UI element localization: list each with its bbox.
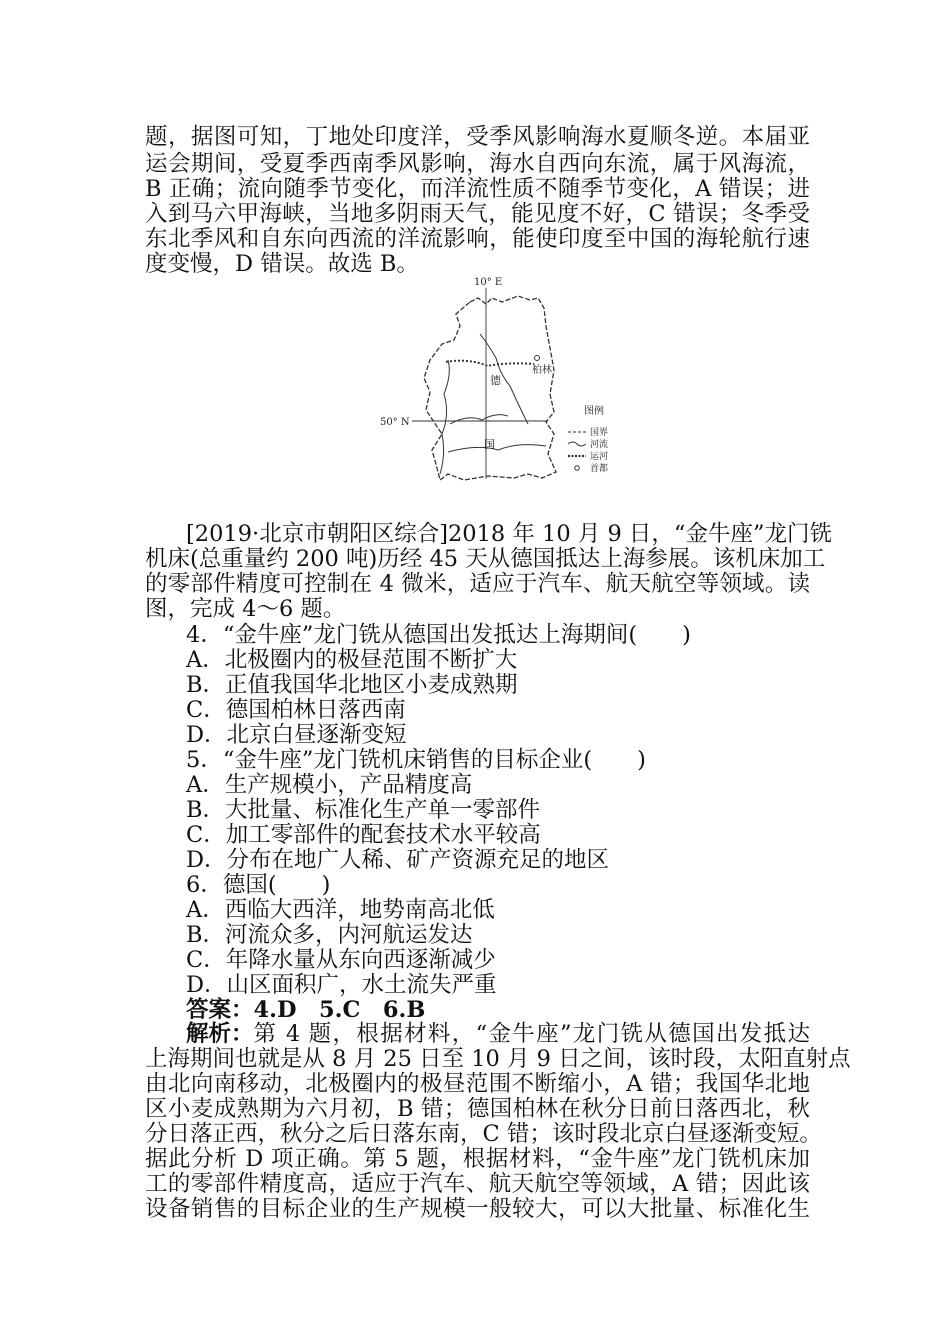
paragraph-line: B 正确；流向随季节变化，而洋流性质不随季节变化，A 错误；进 bbox=[145, 176, 810, 202]
question-option: D．北京白昼逐渐变短 bbox=[186, 722, 407, 748]
question-stem: 5．“金牛座”龙门铣机床销售的目标企业( ) bbox=[186, 747, 646, 773]
river-elbe bbox=[480, 334, 528, 424]
legend-title: 图例 bbox=[584, 406, 604, 417]
analysis-line: 工的零部件精度高，适应于汽车、航天航空等领域，A 错；因此该 bbox=[145, 1171, 810, 1197]
question-option: C．德国柏林日落西南 bbox=[186, 697, 406, 723]
paragraph-line: 度变慢，D 错误。故选 B。 bbox=[145, 251, 419, 277]
intro-line: 图，完成 4～6 题。 bbox=[145, 596, 346, 622]
paragraph-line: 入到马六甲海峡，当地多阴雨天气，能见度不好，C 错误；冬季受 bbox=[145, 201, 810, 227]
answer-line: 答案：4.D 5.C 6.B bbox=[186, 997, 426, 1023]
analysis-line: 分日落正西，秋分之后日落东南，C 错；该时段北京白昼逐渐变短。 bbox=[145, 1121, 822, 1147]
river-danube bbox=[448, 445, 546, 452]
canal-line bbox=[446, 361, 534, 366]
legend-label: 国界 bbox=[590, 428, 609, 438]
intro-line: [2019·北京市朝阳区综合]2018 年 10 月 9 日，“金牛座”龙门铣 bbox=[186, 521, 832, 547]
capital-label: 柏林 bbox=[532, 365, 552, 376]
latitude-label: 50° N bbox=[380, 417, 410, 428]
river-main bbox=[450, 415, 508, 424]
question-option: A．北极圈内的极昼范围不断扩大 bbox=[186, 647, 518, 673]
intro-line: 机床(总重量约 200 吨)历经 45 天从德国抵达上海参展。该机床加工 bbox=[145, 546, 826, 572]
analysis-line: 据此分析 D 项正确。第 5 题，根据材料，“金牛座”龙门铣机床加 bbox=[145, 1146, 810, 1172]
analysis-line: 上海期间也就是从 8 月 25 日至 10 月 9 日之间，该时段，太阳直射点 bbox=[145, 1046, 851, 1072]
country-label-de: 德 bbox=[490, 374, 501, 387]
germany-map bbox=[378, 274, 628, 486]
question-option: A．生产规模小，产品精度高 bbox=[186, 772, 473, 798]
analysis-line: 设备销售的目标企业的生产规模一般较大，可以大批量、标准化生 bbox=[145, 1196, 810, 1222]
analysis-first-line bbox=[186, 1021, 810, 1047]
analysis-line: 由北向南移动，北极圈内的极昼范围不断缩小，A 错；我国华北地 bbox=[145, 1071, 810, 1097]
question-stem: 4．“金牛座”龙门铣从德国出发抵达上海期间( ) bbox=[186, 622, 691, 648]
legend-label: 运河 bbox=[590, 452, 609, 462]
intro-line: 的零部件精度可控制在 4 微米，适应于汽车、航天航空等领域。读 bbox=[145, 571, 810, 597]
question-option: D．分布在地广人稀、矿产资源充足的地区 bbox=[186, 847, 610, 873]
analysis-line: 区小麦成熟期为六月初，B 错；德国柏林在秋分日前日落西北，秋 bbox=[145, 1096, 810, 1122]
legend-river-symbol bbox=[568, 442, 586, 446]
paragraph-line: 题，据图可知，丁地处印度洋，受季风影响海水夏顺冬逆。本届亚 bbox=[145, 124, 810, 150]
question-stem: 6．德国( ) bbox=[186, 872, 331, 898]
river-rhine bbox=[440, 360, 449, 474]
question-option: A．西临大西洋，地势南高北低 bbox=[186, 897, 495, 923]
longitude-label: 10° E bbox=[474, 277, 503, 288]
paragraph-line: 东北季风和自东向西流的洋流影响，能使印度至中国的海轮航行速 bbox=[145, 226, 810, 252]
question-option: B．正值我国华北地区小麦成熟期 bbox=[186, 672, 518, 698]
question-option: D．山区面积广，水土流失严重 bbox=[186, 972, 497, 998]
country-label-guo: 国 bbox=[484, 438, 495, 451]
question-option: C．加工零部件的配套技术水平较高 bbox=[186, 822, 541, 848]
legend-label: 河流 bbox=[590, 440, 609, 450]
question-option: B．河流众多，内河航运发达 bbox=[186, 922, 473, 948]
capital-dot bbox=[535, 356, 540, 361]
legend-label: 首都 bbox=[590, 464, 609, 474]
paragraph-line: 运会期间，受夏季西南季风影响，海水自西向东流，属于风海流， bbox=[145, 151, 810, 177]
question-option: B．大批量、标准化生产单一零部件 bbox=[186, 797, 541, 823]
legend-capital-symbol bbox=[575, 466, 580, 471]
analysis-label: 解析： bbox=[186, 1021, 254, 1047]
question-option: C．年降水量从东向西逐渐减少 bbox=[186, 947, 496, 973]
analysis-line: 第 4 题，根据材料，“金牛座”龙门铣从德国出发抵达 bbox=[253, 1021, 810, 1047]
